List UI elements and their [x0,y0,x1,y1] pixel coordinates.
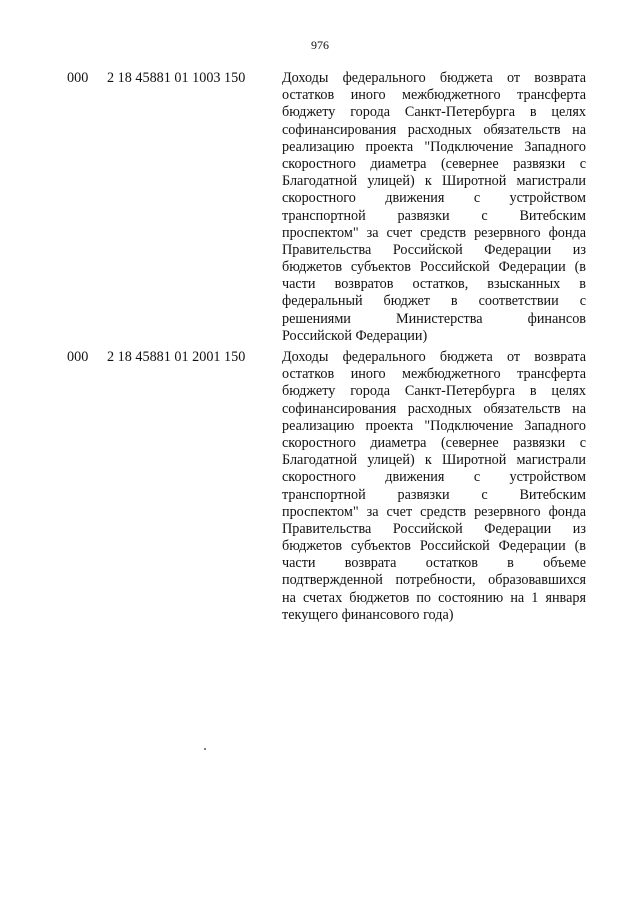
budget-classification-code: 2 18 45881 01 2001 150 [107,349,246,365]
entry-description [282,349,586,624]
budget-classification-code: 2 18 45881 01 1003 150 [107,70,246,86]
description-line: Доходы федерального бюджета от возврата [282,70,586,86]
description-line: Благодатной улицей) к Широтной магистрали [282,452,586,469]
description-line: на счетах бюджетов по состоянию на 1 января [282,589,586,606]
description-line: бюджетов субъектов Российской Федерации (в [282,259,586,276]
description-line: Доходы федерального бюджета от возврата [282,349,586,365]
description-line: Российской Федерации) [282,327,428,344]
description-line: бюджету города Санкт-Петербурга в целях [282,104,586,121]
description-line: бюджетов субъектов Российской Федерации (в [282,538,586,555]
description-line: софинансирования расходных обязательств на [282,400,586,417]
description-line: скоростного движения с устройством [282,190,586,207]
administrator-code: 000 [67,349,89,365]
description-line: федеральный бюджет в соответствии с [282,293,586,310]
description-line: транспортной развязки с Витебским [282,486,586,503]
description-line: Правительства Российской Федерации из [282,241,586,258]
description-line: скоростного диаметра (севернее развязки с [282,155,586,172]
description-line: Благодатной улицей) к Широтной магистрали [282,173,586,190]
scan-speck [204,748,206,750]
description-line: реализацию проекта "Подключение Западного [282,417,586,434]
description-line: реализацию проекта "Подключение Западного [282,138,586,155]
description-line: Правительства Российской Федерации из [282,520,586,537]
description-line: транспортной развязки с Витебским [282,207,586,224]
description-line: проспектом" за счет средств резервного фонда [282,503,586,520]
description-line: части возврата остатков в объеме [282,555,586,572]
description-line: текущего финансового года) [282,606,454,623]
description-line: подтвержденной потребности, образовавшихся [282,572,586,589]
description-line: софинансирования расходных обязательств на [282,121,586,138]
administrator-code: 000 [67,70,89,86]
description-line: бюджету города Санкт-Петербурга в целях [282,383,586,400]
page-number: 976 [311,38,329,52]
description-line: части возвратов остатков, взысканных в [282,276,586,293]
description-line: остатков иного межбюджетного трансферта [282,87,586,104]
description-line: решениями Министерства финансов [282,310,586,327]
description-line: остатков иного межбюджетного трансферта [282,366,586,383]
description-line: проспектом" за счет средств резервного фонда [282,224,586,241]
entry-description [282,70,586,345]
description-line: скоростного диаметра (севернее развязки с [282,434,586,451]
description-line: скоростного движения с устройством [282,469,586,486]
